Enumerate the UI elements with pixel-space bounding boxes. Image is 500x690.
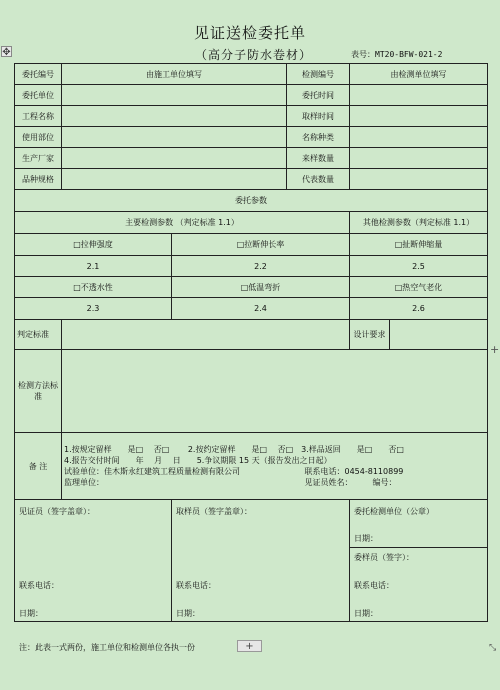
witness-signature-cell[interactable] [15,500,172,622]
project-name-field[interactable] [62,106,287,127]
criteria-label: 判定标准 [15,320,62,350]
document-subtitle: （高分子防水卷材） [195,48,313,62]
param-codes-row [15,256,488,277]
commission-form-table [14,63,488,622]
sample-quantity-field[interactable] [350,148,488,169]
footer-note: 注：此表一式两份，施工单位和检测单位各执一份 [19,643,195,652]
info-row [15,64,488,85]
method-field[interactable] [62,350,488,433]
test-no-field[interactable]: 由检测单位填写 [350,64,488,85]
table-resize-icon[interactable]: ⤡ [489,643,497,653]
sampler-phone-label: 联系电话： [176,581,216,590]
represent-quantity-field[interactable] [350,169,488,190]
method-row [15,350,488,433]
supervision-unit-text: 监理单位： [64,478,104,487]
label-sample-quantity: 来样数量 [287,148,350,169]
witness-date-label: 日期： [19,609,43,618]
criteria-field[interactable] [62,320,350,350]
param-items-row [15,234,488,256]
param-code: 2.1 [15,256,172,277]
remarks-row [15,433,488,500]
usage-location-field[interactable] [62,127,287,148]
info-row [15,85,488,106]
sampler-title: 取样员（签字盖章）： [176,507,252,516]
receiver-title: 委样员（签字）： [354,553,415,562]
param-checkbox[interactable]: □扯断伸缩量 [350,234,488,256]
params-group-row [15,212,488,234]
params-header-row [15,190,488,212]
other-params-label: 其他检测参数（判定标准 1.1） [350,212,488,234]
witness-name-text: 见证员姓名： 编号： [304,478,397,487]
remarks-line [64,466,485,477]
sampling-time-field[interactable] [350,106,488,127]
param-code: 2.6 [350,298,488,320]
label-client-unit: 委托单位 [15,85,62,106]
testing-unit-date-label: 日期： [354,534,379,543]
remarks-line: 1.按规定留样 是□ 否□ 2.按约定留样 是□ 否□ 3.样品返回 是□ 否□ [64,445,404,454]
info-row [15,106,488,127]
testing-unit-phone: 联系电话：0454-8110899 [304,467,404,476]
param-code: 2.4 [172,298,350,320]
receiver-date-label: 日期： [354,609,379,618]
param-checkbox[interactable]: □拉断伸长率 [172,234,350,256]
variety-spec-field[interactable] [62,169,287,190]
info-row [15,148,488,169]
testing-unit-divider [350,547,487,548]
design-requirement-field[interactable] [390,320,488,350]
param-checkbox[interactable]: □不透水性 [15,277,172,298]
commission-time-field[interactable] [350,85,488,106]
label-represent-quantity: 代表数量 [287,169,350,190]
name-type-field[interactable] [350,127,488,148]
add-column-plus-icon[interactable]: + [490,343,500,356]
info-row [15,169,488,190]
form-number: 表号：MT20-BFW-021-2 [351,50,443,59]
remarks-content [62,433,488,500]
label-test-no: 检测编号 [287,64,350,85]
param-code: 2.3 [15,298,172,320]
param-checkbox[interactable]: □热空气老化 [350,277,488,298]
remarks-label: 备 注 [15,433,62,500]
manufacturer-field[interactable] [62,148,287,169]
witness-title: 见证员（签字盖章）： [19,507,95,516]
label-manufacturer: 生产厂家 [15,148,62,169]
commission-no-field[interactable]: 由施工单位填写 [62,64,287,85]
param-code: 2.5 [350,256,488,277]
table-move-handle-icon[interactable]: ✥ [2,47,11,58]
main-params-label: 主要检测参数 （判定标准 1.1） [15,212,350,234]
param-code: 2.2 [172,256,350,277]
design-requirement-label: 设计要求 [350,320,390,350]
label-commission-time: 委托时间 [287,85,350,106]
remarks-line: 4.报告交付时间 年 月 日 5.争议期限 15 天（报告发出之日起） [64,456,332,465]
method-label: 检测方法标准 [15,350,62,433]
testing-unit-text: 试验单位：佳木斯永红建筑工程质量检测有限公司 [64,467,240,476]
label-variety-spec: 品种规格 [15,169,62,190]
label-sampling-time: 取样时间 [287,106,350,127]
testing-unit-title: 委托检测单位（公章） [354,507,435,516]
label-commission-no: 委托编号 [15,64,62,85]
client-unit-field[interactable] [62,85,287,106]
param-checkbox[interactable]: □拉伸强度 [15,234,172,256]
receiver-phone-label: 联系电话： [354,581,395,590]
sampler-signature-cell[interactable] [172,500,350,622]
label-name-type: 名称种类 [287,127,350,148]
label-project-name: 工程名称 [15,106,62,127]
param-codes-row [15,298,488,320]
label-usage-location: 使用部位 [15,127,62,148]
params-header: 委托参数 [15,190,488,212]
info-row [15,127,488,148]
document-title: 见证送检委托单 [193,24,306,42]
param-items-row [15,277,488,298]
signature-row [15,500,488,622]
add-row-plus-icon[interactable]: + [237,640,262,652]
param-checkbox[interactable]: □低温弯折 [172,277,350,298]
witness-phone-label: 联系电话： [19,581,59,590]
remarks-line [64,477,485,488]
sampler-date-label: 日期： [176,609,200,618]
testing-unit-signature-cell[interactable] [350,500,488,622]
criteria-row [15,320,488,350]
